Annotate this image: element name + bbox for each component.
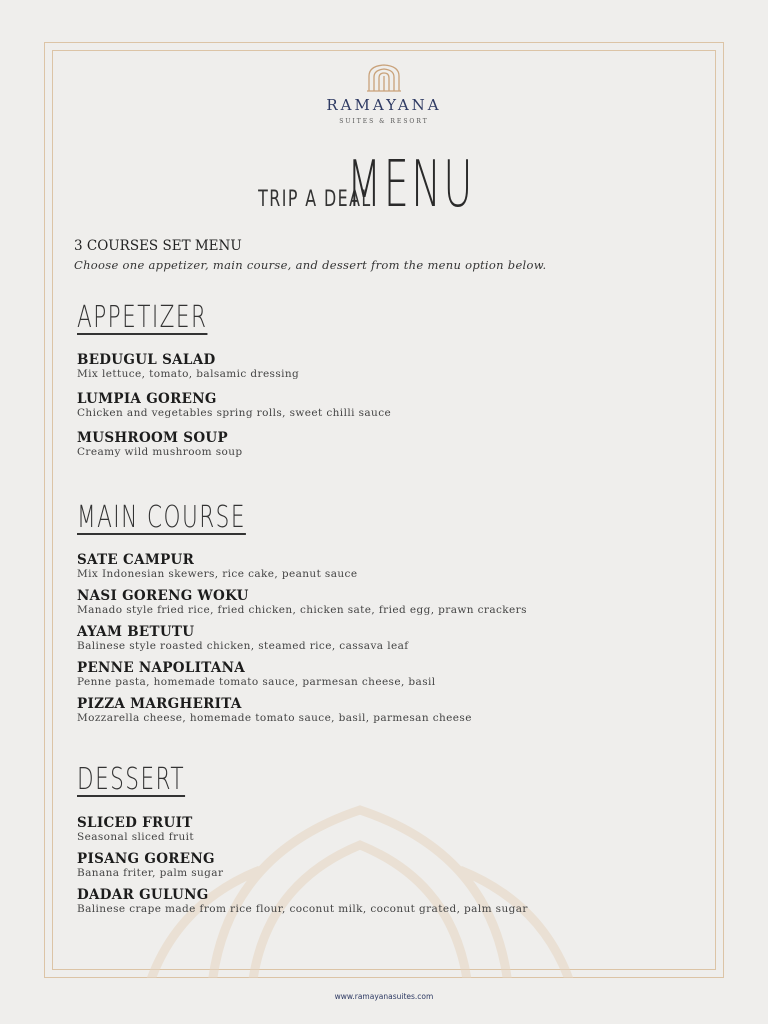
item-description: Mix lettuce, tomato, balsamic dressing (77, 368, 300, 380)
menu-item (77, 589, 527, 616)
menu-item (77, 816, 194, 843)
section-title-dessert: DESSERT (77, 762, 186, 797)
menu-item (77, 553, 357, 580)
intro-heading: 3 COURSES SET MENU (74, 238, 242, 254)
item-name: NASI GORENG WOKU (77, 588, 249, 604)
item-description: Balinese crape made from rice flour, coconut milk, coconut grated, palm sugar (77, 903, 528, 915)
website-link[interactable]: www.ramayanasuites.com (334, 992, 434, 1001)
item-name: SATE CAMPUR (77, 552, 195, 568)
item-name: PIZZA MARGHERITA (77, 696, 242, 712)
arch-logo-icon (366, 64, 402, 92)
item-name: MUSHROOM SOUP (77, 430, 228, 446)
menu-item (77, 888, 528, 915)
item-description: Manado style fried rice, fried chicken, chicken sate, fried egg, prawn crackers (77, 604, 527, 616)
item-description: Seasonal sliced fruit (77, 831, 194, 843)
item-description: Mix Indonesian skewers, rice cake, peanut sauce (77, 568, 358, 580)
menu-item (77, 697, 472, 724)
menu-item (77, 353, 299, 380)
item-name: PENNE NAPOLITANA (77, 660, 246, 676)
menu-item (77, 625, 409, 652)
item-name: SLICED FRUIT (77, 815, 193, 831)
menu-item (77, 852, 223, 879)
section-title-appetizer: APPETIZER (77, 300, 208, 335)
section-title-main-course: MAIN COURSE (77, 500, 246, 535)
menu-item (77, 392, 391, 419)
item-description: Mozzarella cheese, homemade tomato sauce, basil, parmesan cheese (77, 712, 472, 724)
menu-title (0, 148, 768, 222)
item-name: PISANG GORENG (77, 851, 215, 867)
menu-item (77, 431, 243, 458)
title-main: MENU (347, 148, 476, 222)
intro-description: Choose one appetizer, main course, and dessert from the menu option below. (74, 258, 547, 272)
item-name: DADAR GULUNG (77, 887, 209, 903)
brand-name: RAMAYANA (326, 96, 442, 114)
brand-logo (0, 64, 768, 125)
item-name: LUMPIA GORENG (77, 391, 217, 407)
item-name: BEDUGUL SALAD (77, 352, 216, 368)
intro (74, 238, 547, 272)
title-prefix: TRIP A DEAL (258, 187, 373, 212)
item-description: Balinese style roasted chicken, steamed rice, cassava leaf (77, 640, 409, 652)
brand-subtitle: SUITES & RESORT (339, 118, 429, 125)
menu-item (77, 661, 436, 688)
item-description: Chicken and vegetables spring rolls, sweet chilli sauce (77, 407, 392, 419)
item-description: Creamy wild mushroom soup (77, 446, 243, 458)
item-description: Penne pasta, homemade tomato sauce, parmesan cheese, basil (77, 676, 436, 688)
item-description: Banana friter, palm sugar (77, 867, 224, 879)
item-name: AYAM BETUTU (77, 624, 195, 640)
